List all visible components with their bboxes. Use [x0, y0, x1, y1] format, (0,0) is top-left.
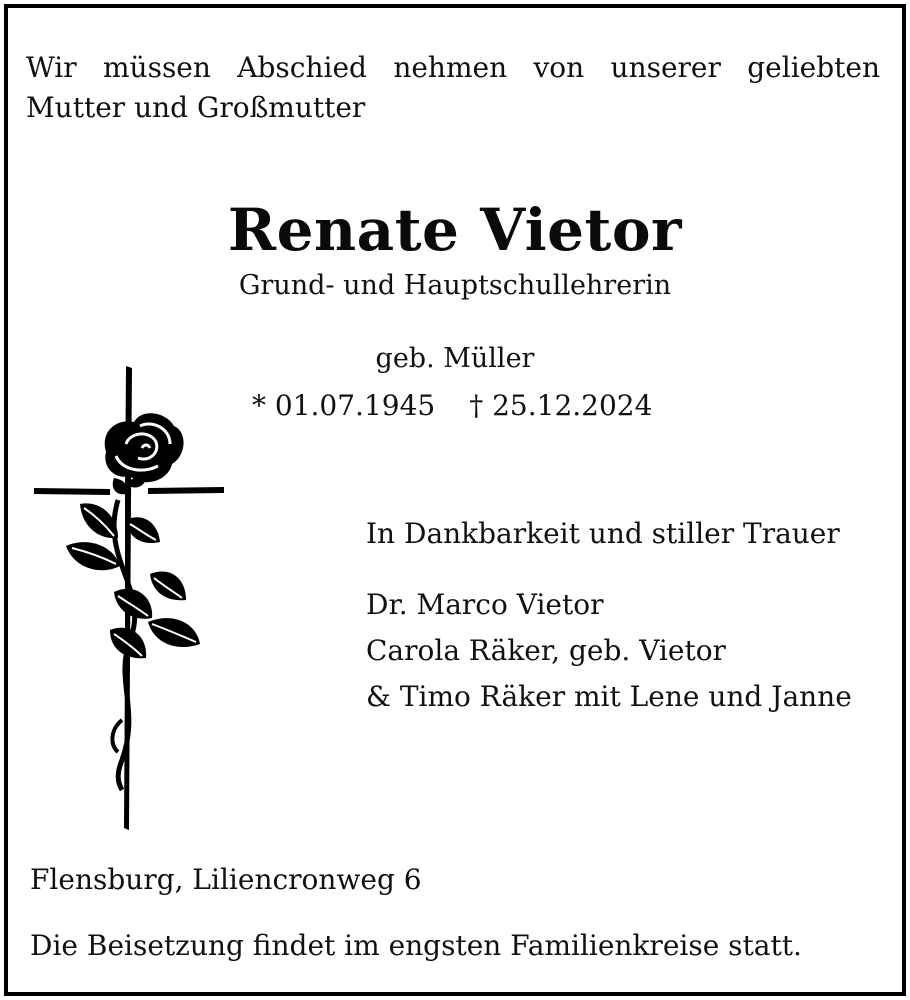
deceased-name: Renate Vietor	[227, 196, 683, 264]
maiden-name: geb. Müller	[375, 343, 535, 374]
profession: Grund- und Hauptschullehrerin	[238, 270, 672, 301]
birth-date: * 01.07.1945	[252, 389, 436, 422]
signer-1: Dr. Marco Vietor	[366, 588, 604, 621]
address: Flensburg, Liliencronweg 6	[30, 863, 422, 896]
funeral-note: Die Beisetzung findet im engsten Familienkreise statt.	[30, 929, 802, 962]
cross-with-rose-icon	[30, 360, 230, 830]
death-date: † 25.12.2024	[469, 389, 653, 422]
signer-3: & Timo Räker mit Lene und Janne	[366, 680, 852, 713]
mourning-line: In Dankbarkeit und stiller Trauer	[366, 517, 840, 550]
intro-text: Wir müssen Abschied nehmen von unserer geliebten Mutter und Großmutter	[26, 51, 880, 124]
signer-2: Carola Räker, geb. Vietor	[366, 634, 726, 667]
signers-list	[366, 582, 852, 720]
life-dates	[252, 388, 652, 424]
